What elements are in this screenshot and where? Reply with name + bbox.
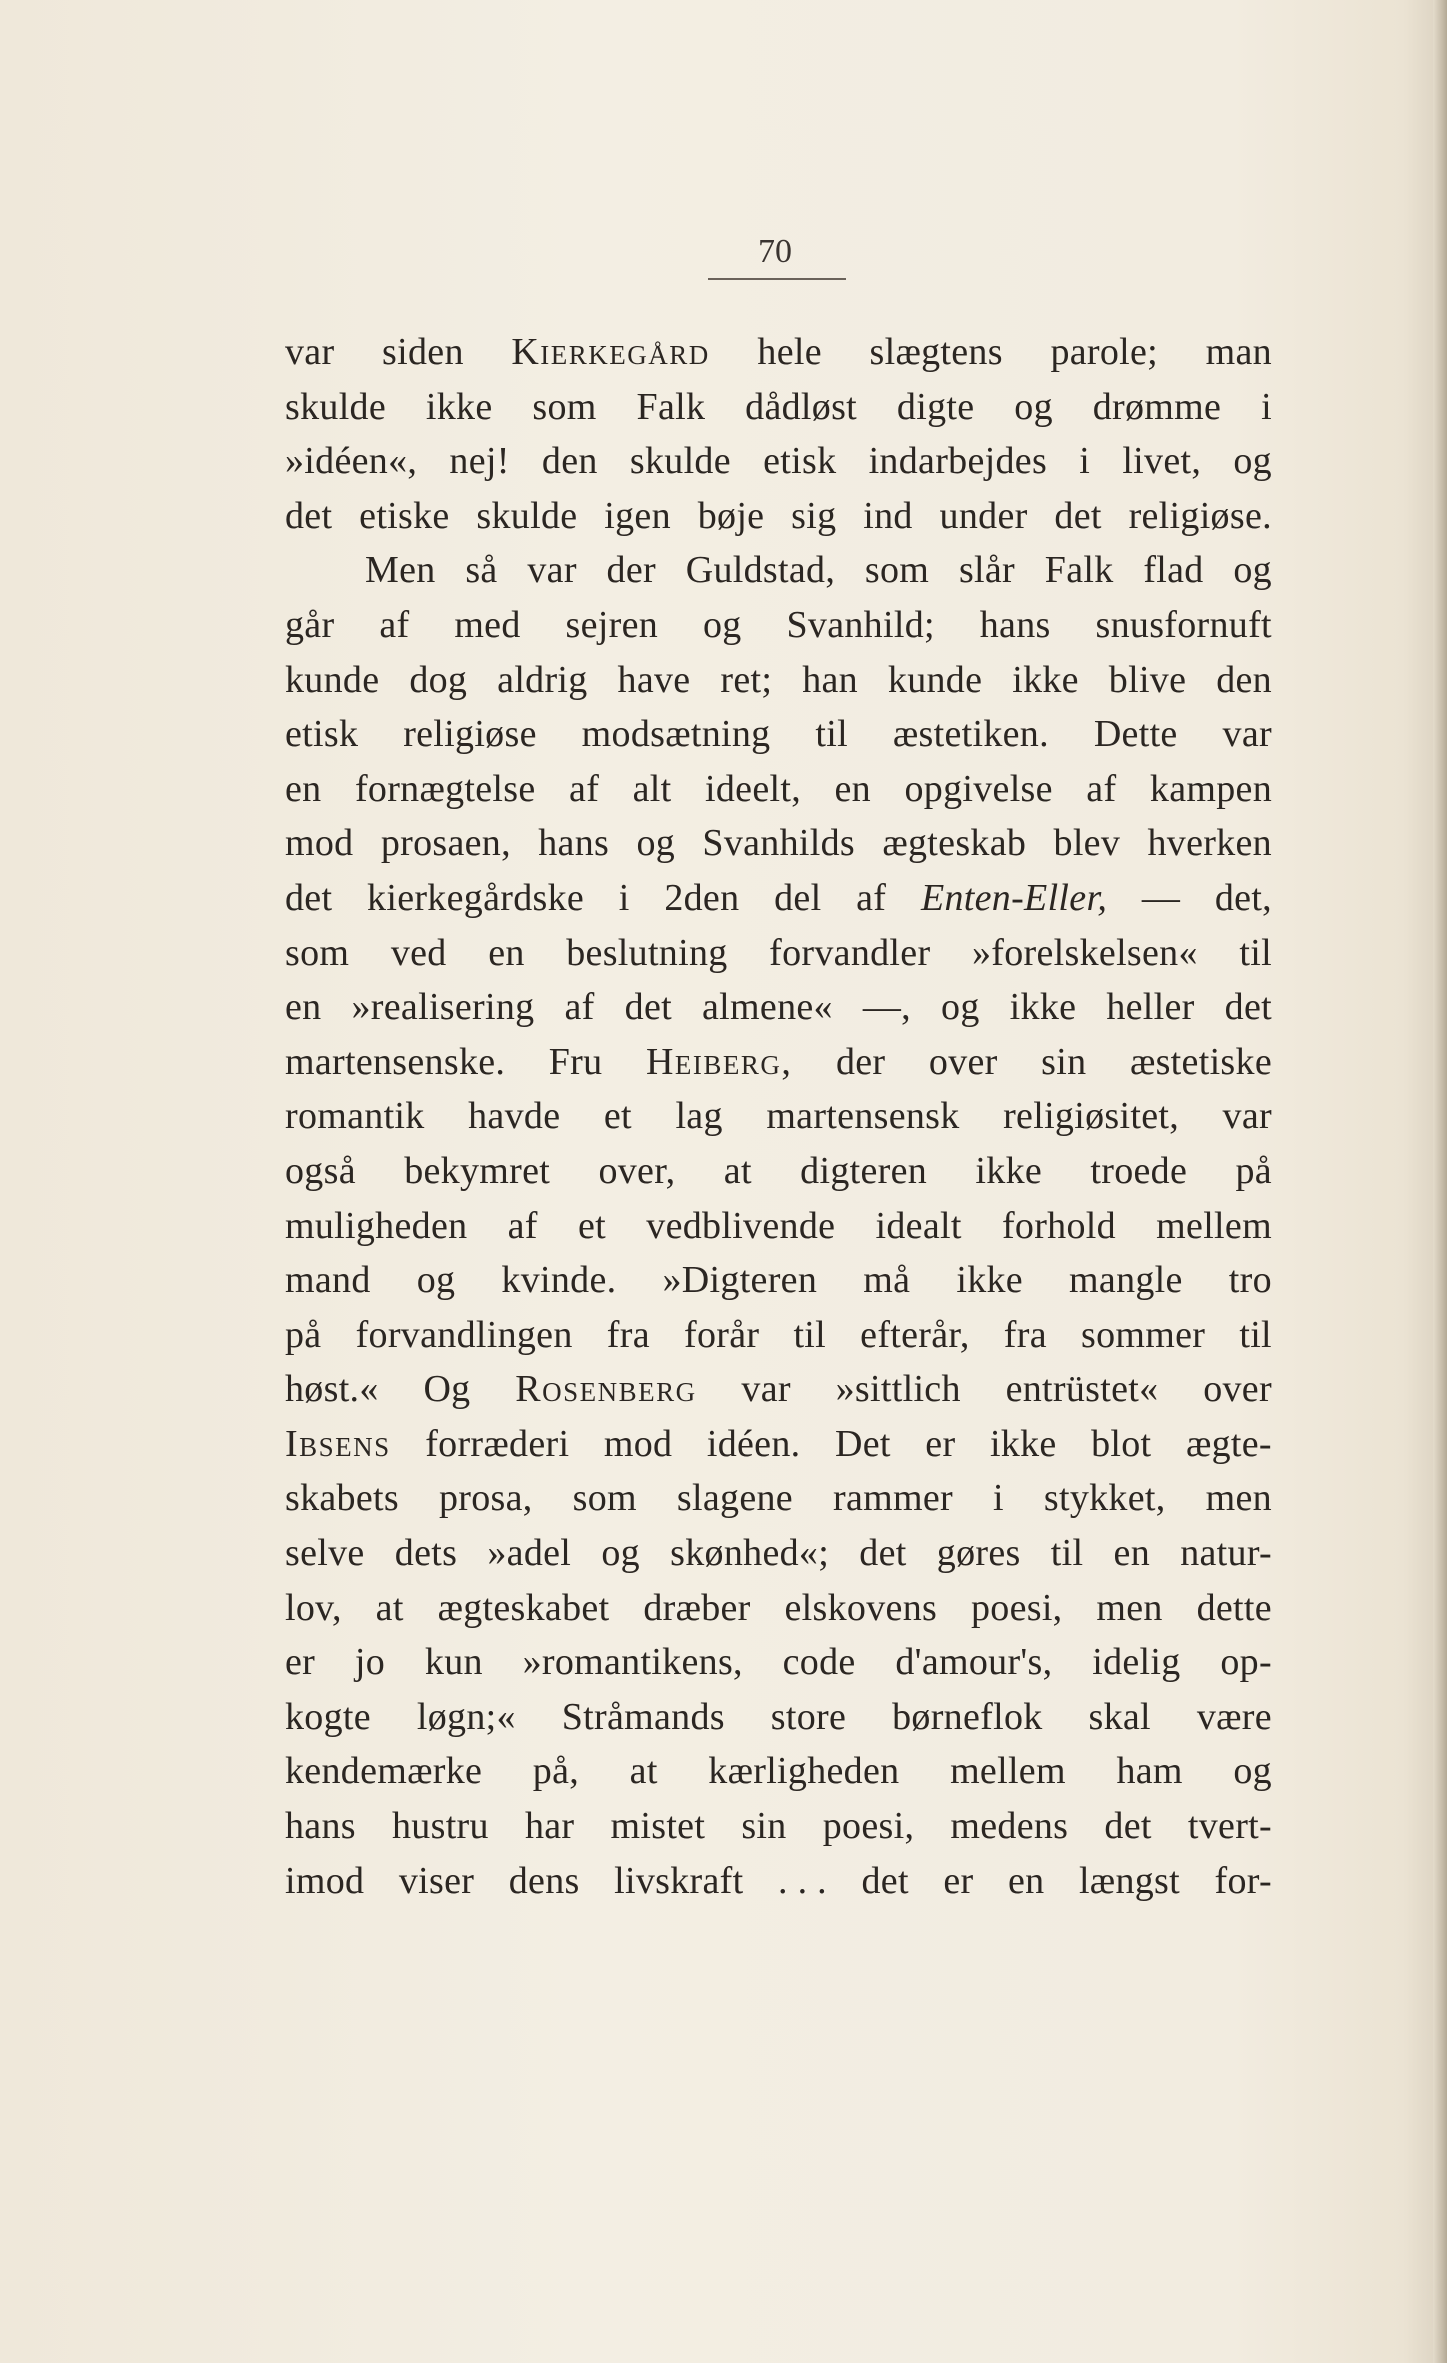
word: Dette xyxy=(1093,713,1178,756)
word: er xyxy=(285,1641,316,1684)
word: »adel xyxy=(487,1532,572,1575)
text-line xyxy=(285,871,1272,926)
text-line xyxy=(285,1308,1272,1363)
word: et xyxy=(603,1095,632,1138)
word: er xyxy=(943,1859,974,1902)
text-line xyxy=(285,489,1272,544)
word: del xyxy=(774,876,822,919)
word: aldrig xyxy=(497,658,588,701)
word: mod xyxy=(603,1422,673,1465)
word: sommer xyxy=(1080,1313,1206,1356)
word: høst.« xyxy=(285,1368,379,1411)
text-line xyxy=(285,816,1272,871)
word: forvandlingen xyxy=(355,1313,573,1356)
word: det xyxy=(285,876,333,919)
word: som xyxy=(572,1477,637,1520)
word: var xyxy=(1222,713,1272,756)
word: forhold xyxy=(1001,1204,1116,1247)
word: blev xyxy=(1053,822,1121,865)
word: det xyxy=(285,494,333,537)
word: parole; xyxy=(1050,331,1159,373)
word: og xyxy=(1233,440,1272,483)
word: Og xyxy=(423,1368,471,1411)
word: havde xyxy=(468,1095,561,1138)
word: religiøse xyxy=(403,713,537,756)
word: blot xyxy=(1091,1422,1152,1465)
word: siden xyxy=(382,331,464,373)
word: skulde xyxy=(476,494,578,537)
word: imod xyxy=(285,1859,365,1902)
word: selve xyxy=(285,1532,365,1575)
text-line xyxy=(285,1581,1272,1636)
word: til xyxy=(793,1313,827,1356)
word: etisk xyxy=(763,440,837,483)
word: kærligheden xyxy=(708,1750,900,1793)
word: for- xyxy=(1214,1859,1272,1902)
word: d'amour's, xyxy=(895,1641,1053,1684)
word: hustru xyxy=(392,1805,489,1848)
word: det xyxy=(624,986,672,1029)
word: drømme xyxy=(1092,385,1222,428)
word: »Digteren xyxy=(662,1259,818,1302)
word: idéen. xyxy=(706,1422,801,1465)
word: ægteskabet xyxy=(437,1586,610,1629)
word: kogte xyxy=(285,1695,371,1738)
word: hele xyxy=(757,331,822,373)
word: fornægtelse xyxy=(354,767,536,810)
word: gøres xyxy=(936,1532,1021,1575)
word: også xyxy=(285,1149,356,1192)
word: han xyxy=(802,658,858,701)
word: Kierkegård xyxy=(511,331,710,373)
word: indarbejdes xyxy=(868,440,1048,483)
word: fra xyxy=(606,1313,650,1356)
word: »forelskelsen« xyxy=(971,931,1198,974)
word: forår xyxy=(683,1313,760,1356)
word: digteren xyxy=(800,1149,928,1192)
word: ikke xyxy=(1009,986,1077,1029)
word: kunde xyxy=(887,658,983,701)
word: går xyxy=(285,603,335,646)
word: forræderi xyxy=(425,1422,570,1465)
word: poesi, xyxy=(970,1586,1063,1629)
word: bekymret xyxy=(404,1149,551,1192)
word: martensensk xyxy=(766,1095,960,1138)
word: Guldstad, xyxy=(685,549,836,592)
word: var xyxy=(527,549,577,592)
word: der xyxy=(835,1040,886,1083)
word: det xyxy=(861,1859,909,1902)
word: kendemærke xyxy=(285,1750,483,1793)
word: have xyxy=(617,658,691,701)
word: til xyxy=(1239,1313,1272,1356)
word: Det xyxy=(834,1422,891,1465)
word: kvinde. xyxy=(501,1259,617,1302)
word: fra xyxy=(1003,1313,1047,1356)
text-line xyxy=(285,1635,1272,1690)
word: etisk xyxy=(285,713,359,756)
word: skal xyxy=(1088,1695,1151,1738)
word: viser xyxy=(398,1859,475,1902)
word: skønhed«; xyxy=(670,1532,830,1575)
word: at xyxy=(375,1586,404,1629)
text-line xyxy=(285,1690,1272,1745)
text-line xyxy=(285,707,1272,762)
word: mistet xyxy=(610,1805,706,1848)
word: ved xyxy=(390,931,447,974)
word: heller xyxy=(1106,986,1195,1029)
word: stykket, xyxy=(1043,1477,1166,1520)
word: skulde xyxy=(629,440,731,483)
word: i xyxy=(1261,385,1272,428)
word: af xyxy=(379,603,410,646)
word: ikke xyxy=(975,1149,1043,1192)
word: mand xyxy=(285,1259,371,1302)
word: æstetiske xyxy=(1129,1040,1272,1083)
word: ind xyxy=(863,494,913,537)
word: og xyxy=(1233,1750,1272,1793)
word: det xyxy=(1104,1805,1152,1848)
word: så xyxy=(465,549,498,592)
word: Enten-Eller, xyxy=(920,876,1108,919)
text-line xyxy=(285,926,1272,981)
word: nej! xyxy=(449,440,510,483)
word: muligheden xyxy=(285,1204,468,1247)
word: lov, xyxy=(285,1586,342,1629)
word: —, xyxy=(862,986,911,1029)
word: — xyxy=(1141,876,1181,919)
word: mangle xyxy=(1069,1259,1183,1302)
word: religiøse. xyxy=(1128,494,1272,537)
text-line xyxy=(285,1417,1272,1472)
word: romantik xyxy=(285,1095,425,1138)
word: det, xyxy=(1214,876,1272,919)
word: i xyxy=(1079,440,1091,483)
text-line xyxy=(285,1199,1272,1254)
word: skabets xyxy=(285,1477,399,1520)
word: og xyxy=(702,603,742,646)
word: den xyxy=(541,440,598,483)
word: slagene xyxy=(676,1477,793,1520)
text-line xyxy=(285,325,1272,380)
word: sig xyxy=(791,494,837,537)
word: kunde xyxy=(285,658,380,701)
word: etiske xyxy=(359,494,450,537)
word: i xyxy=(993,1477,1004,1520)
word: bøje xyxy=(697,494,765,537)
word: dræber xyxy=(643,1586,751,1629)
word: kampen xyxy=(1149,767,1272,810)
word: snusfornuft xyxy=(1095,603,1272,646)
word: men xyxy=(1096,1586,1163,1629)
word: og xyxy=(941,986,980,1029)
word: Ibsens xyxy=(285,1422,391,1465)
word: . . . xyxy=(777,1859,827,1902)
word: over, xyxy=(598,1149,676,1192)
word: børneflok xyxy=(892,1695,1043,1738)
text-line xyxy=(285,1035,1272,1090)
word: ikke xyxy=(425,385,493,428)
word: ret; xyxy=(720,658,773,701)
word: jo xyxy=(354,1641,386,1684)
word: slægtens xyxy=(869,331,1003,373)
word: lag xyxy=(675,1095,723,1138)
word: entrüstet« xyxy=(1005,1368,1159,1411)
word: at xyxy=(723,1149,752,1192)
word: 2den xyxy=(664,876,740,919)
word: ham xyxy=(1116,1750,1183,1793)
word: over xyxy=(928,1040,998,1083)
word: ikke xyxy=(956,1259,1023,1302)
word: på, xyxy=(532,1750,580,1793)
text-line xyxy=(285,1526,1272,1581)
text-line xyxy=(285,980,1272,1035)
text-line xyxy=(285,1854,1272,1909)
word: ægte- xyxy=(1185,1422,1272,1465)
word: mellem xyxy=(950,1750,1066,1793)
word: med xyxy=(454,603,521,646)
word: efterår, xyxy=(860,1313,970,1356)
text-line xyxy=(285,543,1272,598)
word: det xyxy=(1224,986,1272,1029)
word: på xyxy=(285,1313,322,1356)
word: martensenske. xyxy=(285,1040,506,1083)
word: og xyxy=(416,1259,456,1302)
word: »sittlich xyxy=(835,1368,961,1411)
word: »romantikens, xyxy=(522,1641,743,1684)
word: en xyxy=(834,767,871,810)
word: løgn;« xyxy=(416,1695,516,1738)
word: det xyxy=(859,1532,907,1575)
word: Rosenberg xyxy=(515,1368,697,1411)
text-line xyxy=(285,598,1272,653)
word: til xyxy=(1050,1532,1084,1575)
word: op- xyxy=(1220,1641,1272,1684)
word: en xyxy=(285,986,322,1029)
word: dog xyxy=(409,658,468,701)
word: mod xyxy=(285,822,354,865)
word: modsætning xyxy=(581,713,771,756)
word: dens xyxy=(508,1859,580,1902)
text-line xyxy=(285,653,1272,708)
word: var xyxy=(285,331,335,373)
word: var xyxy=(741,1368,791,1411)
word: rammer xyxy=(833,1477,953,1520)
word: længst xyxy=(1078,1859,1181,1902)
word: mellem xyxy=(1156,1204,1272,1247)
word: på xyxy=(1235,1149,1272,1192)
word: Falk xyxy=(636,385,706,428)
word: som xyxy=(864,549,930,592)
word: man xyxy=(1205,331,1272,373)
word: af xyxy=(569,767,600,810)
word: alt xyxy=(632,767,672,810)
text-line xyxy=(285,1744,1272,1799)
word: at xyxy=(629,1750,658,1793)
word: og xyxy=(636,822,676,865)
word: af xyxy=(1086,767,1117,810)
word: Stråmands xyxy=(561,1695,725,1738)
page-number: 70 xyxy=(758,233,792,270)
word: store xyxy=(770,1695,847,1738)
word: men xyxy=(1205,1477,1272,1520)
word: som xyxy=(285,931,350,974)
word: religiøsitet, xyxy=(1003,1095,1180,1138)
word: et xyxy=(578,1204,607,1247)
word: kierkegårdske xyxy=(367,876,585,919)
word: den xyxy=(1216,658,1272,701)
text-line xyxy=(285,1799,1272,1854)
word: Fru xyxy=(548,1040,603,1083)
word: tro xyxy=(1228,1259,1272,1302)
word: og xyxy=(601,1532,640,1575)
word: sin xyxy=(1041,1040,1087,1083)
word: ideelt, xyxy=(705,767,802,810)
word: æstetiken. xyxy=(892,713,1049,756)
word: Svanhild; xyxy=(786,603,935,646)
text-line xyxy=(285,1089,1272,1144)
word: være xyxy=(1196,1695,1272,1738)
word: forvandler xyxy=(769,931,931,974)
word: idealt xyxy=(875,1204,962,1247)
word: poesi, xyxy=(822,1805,915,1848)
word: det xyxy=(1054,494,1102,537)
word: igen xyxy=(604,494,671,537)
word: hverken xyxy=(1147,822,1272,865)
word: Falk xyxy=(1044,549,1114,592)
word: som xyxy=(532,385,597,428)
word: af xyxy=(856,876,887,919)
word: »realisering xyxy=(351,986,535,1029)
word: hans xyxy=(979,603,1051,646)
word: af xyxy=(564,986,595,1029)
word: og xyxy=(1233,549,1272,592)
page-number-rule xyxy=(708,278,846,280)
word: almene« xyxy=(702,986,833,1029)
word: medens xyxy=(950,1805,1069,1848)
word: opgivelse xyxy=(904,767,1053,810)
word: må xyxy=(863,1259,911,1302)
word: sejren xyxy=(565,603,659,646)
word: Men xyxy=(365,549,436,592)
word: digte xyxy=(896,385,975,428)
word: skulde xyxy=(285,385,387,428)
word: livskraft xyxy=(614,1859,744,1902)
word: under xyxy=(939,494,1028,537)
word: natur- xyxy=(1180,1532,1272,1575)
page-edge-shadow xyxy=(1433,0,1447,2363)
text-line xyxy=(285,1144,1272,1199)
body-text xyxy=(285,325,1272,1908)
word: har xyxy=(524,1805,575,1848)
word: dets xyxy=(394,1532,458,1575)
word: og xyxy=(1014,385,1053,428)
text-line xyxy=(285,1253,1272,1308)
word: var xyxy=(1222,1095,1272,1138)
word: code xyxy=(782,1641,856,1684)
word: en xyxy=(1113,1532,1151,1575)
word: prosaen, xyxy=(380,822,511,865)
text-line xyxy=(285,1362,1272,1417)
word: hans xyxy=(285,1805,356,1848)
word: dådløst xyxy=(745,385,858,428)
word: slår xyxy=(958,549,1016,592)
word: troede xyxy=(1090,1149,1188,1192)
word: vedblivende xyxy=(646,1204,836,1247)
word: til xyxy=(1239,931,1272,974)
word: ikke xyxy=(989,1422,1057,1465)
word: over xyxy=(1203,1368,1272,1411)
word: »idéen«, xyxy=(285,440,418,483)
text-line xyxy=(285,1471,1272,1526)
word: prosa, xyxy=(439,1477,533,1520)
word: der xyxy=(606,549,656,592)
word: ægteskab xyxy=(882,822,1027,865)
word: tvert- xyxy=(1187,1805,1272,1848)
text-line xyxy=(285,380,1272,435)
word: en xyxy=(1007,1859,1045,1902)
word: blive xyxy=(1108,658,1187,701)
word: sin xyxy=(741,1805,787,1848)
word: er xyxy=(925,1422,956,1465)
text-line xyxy=(285,762,1272,817)
word: en xyxy=(285,767,322,810)
word: i xyxy=(618,876,630,919)
word: en xyxy=(488,931,525,974)
word: hans xyxy=(538,822,610,865)
word: Svanhilds xyxy=(702,822,855,865)
word: til xyxy=(815,713,848,756)
word: elskovens xyxy=(784,1586,938,1629)
word: idelig xyxy=(1092,1641,1181,1684)
word: livet, xyxy=(1122,440,1202,483)
word: ikke xyxy=(1012,658,1079,701)
word: dette xyxy=(1196,1586,1272,1629)
text-line xyxy=(285,434,1272,489)
word: flad xyxy=(1143,549,1204,592)
word: af xyxy=(507,1204,538,1247)
word: kun xyxy=(424,1641,483,1684)
word: Heiberg, xyxy=(645,1040,793,1083)
word: beslutning xyxy=(566,931,728,974)
